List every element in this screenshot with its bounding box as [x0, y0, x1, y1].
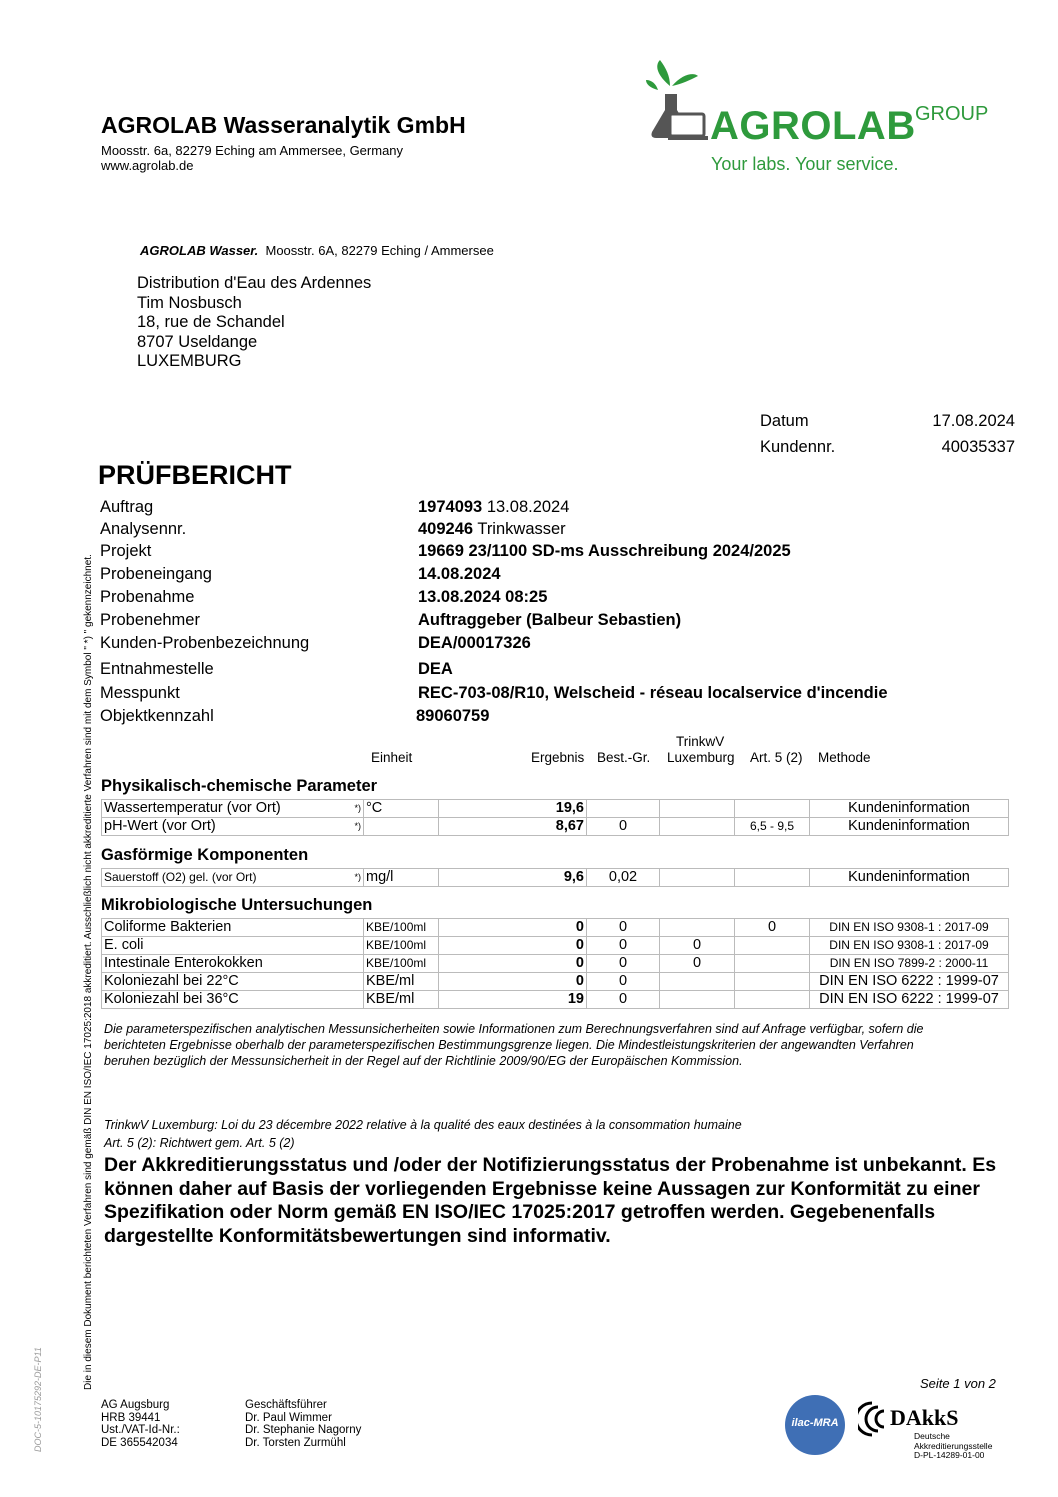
info-value-bold: 19669 23/1100 SD-ms Ausschreibung 2024/2025	[418, 542, 791, 560]
info-label: Messpunkt	[100, 684, 180, 702]
param-art	[735, 800, 810, 818]
info-label: Objektkennzahl	[100, 707, 214, 725]
not-accredited-mark: *)	[352, 800, 364, 818]
info-value	[418, 542, 791, 561]
info-row	[100, 565, 1000, 587]
param-result: 0	[439, 919, 587, 937]
agrolab-logo	[640, 58, 1010, 178]
footer-line: DE 365542034	[101, 1436, 178, 1449]
info-value-bold: 1974093	[418, 498, 483, 516]
param-best: 0	[587, 955, 660, 973]
dakks-name: DAkkS	[890, 1405, 959, 1430]
info-value	[418, 634, 531, 653]
accreditation-disclaimer: Der Akkreditierungsstatus und /oder der Notifizierungsstatus der Probenahme ist unbekannt. Es können daher auf Basis der vorliegenden Ergebnisse keine Aussagen zur Konformität zu einer Spezifikation oder Norm gemäß EN ISO/IEC 17025:2017 getroffen werden. Gegebenenfalls dargestellte Konformitätsbewertungen sind informativ.	[104, 1154, 997, 1247]
info-value	[418, 498, 569, 517]
param-method: DIN EN ISO 7899-2 : 2000-11	[810, 955, 1009, 973]
info-value-bold: DEA/00017326	[418, 634, 531, 652]
info-label: Analysennr.	[100, 520, 187, 538]
logo-wordmark: AGROLAB	[710, 104, 916, 148]
param-method: DIN EN ISO 6222 : 1999-07	[810, 991, 1009, 1009]
col-header-ergebnis: Ergebnis	[531, 750, 585, 765]
param-unit: KBE/100ml	[364, 919, 439, 937]
accreditation-side-note: Die in diesem Dokument berichteten Verfahren sind gemäß DIN EN ISO/IEC 17025:2018 akkreditiert. Ausschließlich nicht akkreditierte Verfahren sind mit dem Symbol " *) " gekennzeichnet.	[83, 554, 94, 1390]
param-result: 9,6	[439, 869, 587, 887]
param-unit: KBE/ml	[364, 991, 439, 1009]
param-art	[735, 973, 810, 991]
company-address	[101, 143, 403, 173]
results-table-physchem	[101, 799, 1009, 836]
results-table-micro	[101, 918, 1009, 1009]
param-unit: °C	[364, 800, 439, 818]
param-art: 6,5 - 9,5	[735, 818, 810, 836]
info-value-bold: REC-703-08/R10, Welscheid - réseau localservice d'incendie	[418, 684, 888, 702]
param-method: Kundeninformation	[810, 869, 1009, 887]
info-value	[418, 684, 888, 703]
info-row	[100, 520, 1000, 542]
param-result: 8,67	[439, 818, 587, 836]
param-art	[735, 955, 810, 973]
info-value-rest: Trinkwasser	[473, 520, 566, 538]
sender-address: Moosstr. 6A, 82279 Eching / Ammersee	[265, 243, 494, 258]
not-accredited-mark	[352, 991, 364, 1009]
not-accredited-mark	[352, 919, 364, 937]
not-accredited-mark	[352, 937, 364, 955]
footer-line: HRB 39441	[101, 1411, 161, 1424]
param-best	[587, 800, 660, 818]
footer-management	[245, 1399, 361, 1449]
recipient-block	[137, 274, 371, 372]
param-unit: KBE/100ml	[364, 955, 439, 973]
sender-name: AGROLAB Wasser.	[140, 243, 259, 258]
info-value	[418, 520, 566, 539]
param-result: 19	[439, 991, 587, 1009]
param-trinkwv	[660, 818, 735, 836]
param-trinkwv	[660, 800, 735, 818]
uncertainty-note: Die parameterspezifischen analytischen Messunsicherheiten sowie Informationen zum Berechnungsverfahren sind auf Anfrage verfügbar, sofern die berichteten Ergebnisse oberhalb der parameterspezifischen Bestimmungsgrenze liegen. Die Mindestleistungskriterien der angewandten Verfahren beruhen bezüglich der Messunsicherheit in der Regel auf der Richtlinie 2009/90/EG der Europäischen Kommission.	[104, 1022, 924, 1068]
recipient-line: LUXEMBURG	[137, 352, 242, 371]
param-trinkwv: 0	[660, 955, 735, 973]
footer-line: AG Augsburg	[101, 1399, 170, 1411]
info-row	[100, 588, 1000, 610]
dakks-logo	[858, 1395, 1008, 1465]
info-value	[418, 565, 501, 584]
flask-plant-icon	[640, 58, 710, 148]
not-accredited-mark: *)	[352, 869, 364, 887]
dakks-line: D-PL-14289-01-00	[914, 1450, 985, 1460]
sender-line	[140, 243, 494, 258]
info-row	[100, 707, 1000, 729]
param-best: 0,02	[587, 869, 660, 887]
param-name: Intestinale Enterokokken	[102, 955, 353, 973]
company-name: AGROLAB Wasseranalytik GmbH	[101, 112, 466, 138]
param-trinkwv: 0	[660, 937, 735, 955]
info-row	[100, 634, 1000, 656]
footer-line: Geschäftsführer	[245, 1399, 327, 1411]
dakks-arcs-icon	[858, 1399, 890, 1439]
table-row	[102, 955, 1009, 973]
param-best: 0	[587, 973, 660, 991]
info-value	[418, 611, 681, 630]
info-row	[100, 684, 1000, 706]
document-code: DOC-5-10175292-DE-P11	[33, 1347, 43, 1452]
recipient-line: 18, rue de Schandel	[137, 313, 285, 332]
not-accredited-mark	[352, 955, 364, 973]
param-name: Sauerstoff (O2) gel. (vor Ort)	[102, 869, 353, 887]
col-header-trinkwv: TrinkwV	[676, 734, 725, 749]
param-result: 0	[439, 973, 587, 991]
col-header-art: Art. 5 (2)	[750, 750, 803, 765]
param-result: 0	[439, 955, 587, 973]
param-best: 0	[587, 919, 660, 937]
info-value-bold: DEA	[418, 660, 453, 678]
dakks-line: Deutsche	[914, 1431, 950, 1441]
param-best: 0	[587, 937, 660, 955]
table-row	[102, 991, 1009, 1009]
param-name: pH-Wert (vor Ort)	[102, 818, 353, 836]
footer-line: Ust./VAT-Id-Nr.:	[101, 1424, 180, 1436]
logo-slogan: Your labs. Your service.	[711, 154, 899, 174]
results-table-gas	[101, 868, 1009, 887]
param-art	[735, 991, 810, 1009]
info-value	[418, 660, 453, 679]
recipient-line: Distribution d'Eau des Ardennes	[137, 274, 372, 292]
param-art	[735, 869, 810, 887]
kunden-value: 40035337	[941, 438, 1015, 456]
address-line: Moosstr. 6a, 82279 Eching am Ammersee, Germany	[101, 143, 404, 158]
art-note: Art. 5 (2): Richtwert gem. Art. 5 (2)	[104, 1136, 295, 1150]
info-row	[100, 542, 1000, 564]
param-trinkwv	[660, 991, 735, 1009]
param-name: Koloniezahl bei 22°C	[102, 973, 353, 991]
col-header-einheit: Einheit	[371, 750, 413, 765]
info-value-bold: 14.08.2024	[418, 565, 501, 583]
param-art: 0	[735, 919, 810, 937]
info-row	[100, 660, 1000, 682]
param-unit: KBE/100ml	[364, 937, 439, 955]
param-trinkwv	[660, 919, 735, 937]
info-value-bold: Auftraggeber (Balbeur Sebastien)	[418, 611, 682, 629]
section-title: Gasförmige Komponenten	[101, 846, 309, 864]
param-method: Kundeninformation	[810, 818, 1009, 836]
section-title: Physikalisch-chemische Parameter	[101, 777, 378, 795]
info-value-bold: 13.08.2024 08:25	[418, 588, 548, 606]
table-row	[102, 869, 1009, 887]
datum-label: Datum	[760, 412, 809, 430]
param-method: DIN EN ISO 9308-1 : 2017-09	[810, 919, 1009, 937]
footer-line: Dr. Stephanie Nagorny	[245, 1424, 362, 1436]
param-method: Kundeninformation	[810, 800, 1009, 818]
param-unit: mg/l	[364, 869, 439, 887]
dakks-subtitle	[914, 1432, 992, 1461]
info-value	[418, 588, 547, 607]
table-row	[102, 800, 1009, 818]
param-name: Wassertemperatur (vor Ort)	[102, 800, 353, 818]
info-value-bold: 409246	[418, 520, 474, 538]
info-label: Projekt	[100, 542, 152, 560]
not-accredited-mark: *)	[352, 818, 364, 836]
table-row	[102, 937, 1009, 955]
param-unit	[364, 818, 439, 836]
logo-group: GROUP	[915, 103, 989, 125]
recipient-line: Tim Nosbusch	[137, 293, 242, 312]
report-title: PRÜFBERICHT	[98, 460, 292, 490]
info-value	[416, 707, 489, 726]
info-row	[100, 498, 1000, 520]
not-accredited-mark	[352, 973, 364, 991]
website: www.agrolab.de	[101, 158, 194, 173]
col-header-luxemburg: Luxemburg	[667, 750, 735, 765]
footer-line: Dr. Paul Wimmer	[245, 1411, 332, 1424]
col-header-best: Best.-Gr.	[597, 750, 651, 765]
info-value-bold: 89060759	[416, 707, 490, 725]
info-label: Probeneingang	[100, 565, 212, 583]
info-label: Auftrag	[100, 498, 154, 516]
kunden-label: Kundennr.	[760, 438, 836, 456]
info-label: Probenahme	[100, 588, 195, 606]
param-method: DIN EN ISO 6222 : 1999-07	[810, 973, 1009, 991]
param-result: 0	[439, 937, 587, 955]
table-row	[102, 818, 1009, 836]
param-best: 0	[587, 818, 660, 836]
ilac-mra-seal	[785, 1395, 845, 1455]
param-unit: KBE/ml	[364, 973, 439, 991]
param-trinkwv	[660, 869, 735, 887]
param-name: E. coli	[102, 937, 353, 955]
param-name: Koloniezahl bei 36°C	[102, 991, 353, 1009]
datum-value: 17.08.2024	[932, 412, 1015, 430]
dakks-line: Akkreditierungsstelle	[914, 1440, 993, 1451]
param-name: Coliforme Bakterien	[102, 919, 353, 937]
info-label: Probenehmer	[100, 611, 200, 629]
param-art	[735, 937, 810, 955]
recipient-line: 8707 Useldange	[137, 332, 258, 351]
param-best: 0	[587, 991, 660, 1009]
page-number: Seite 1 von 2	[920, 1376, 996, 1391]
info-label: Kunden-Probenbezeichnung	[100, 634, 310, 652]
param-result: 19,6	[439, 800, 587, 818]
table-row	[102, 973, 1009, 991]
info-value-rest: 13.08.2024	[482, 498, 570, 516]
section-title: Mikrobiologische Untersuchungen	[101, 896, 373, 914]
footer-registry	[101, 1399, 180, 1449]
footer-line: Dr. Torsten Zurmühl	[245, 1436, 346, 1449]
table-row	[102, 919, 1009, 937]
col-header-methode: Methode	[818, 750, 871, 765]
param-method: DIN EN ISO 9308-1 : 2017-09	[810, 937, 1009, 955]
info-label: Entnahmestelle	[100, 660, 214, 678]
param-trinkwv	[660, 973, 735, 991]
trinkwv-note: TrinkwV Luxemburg: Loi du 23 décembre 2022 relative à la qualité des eaux destinées à la consommation humaine	[104, 1118, 742, 1132]
legend-notes	[104, 1116, 742, 1152]
seal-text: ilac-MRA	[791, 1417, 839, 1429]
info-row	[100, 611, 1000, 633]
